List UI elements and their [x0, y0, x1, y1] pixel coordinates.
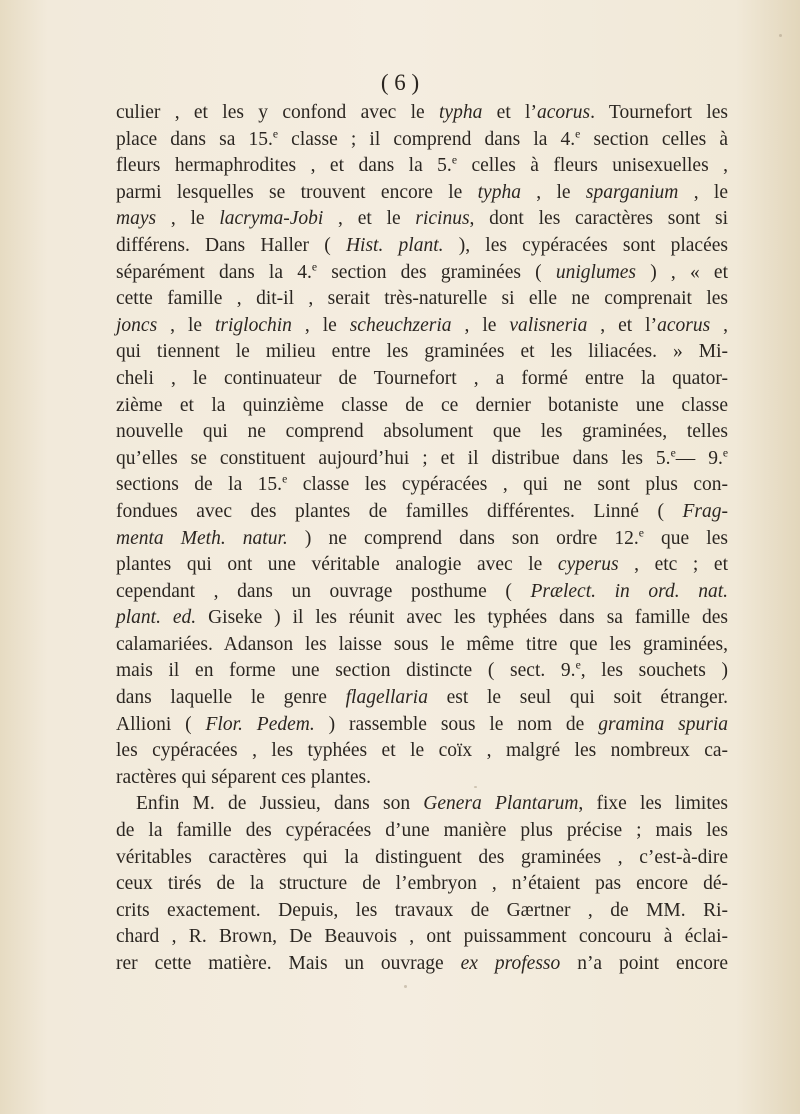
page-number: ( 6 )	[380, 70, 420, 95]
text-line: calamariées. Adanson les laisse sous le même titre que les graminées,	[116, 633, 728, 655]
text-line: mays , le lacryma-Jobi , et le ricinus, dont les caractères sont si	[116, 208, 729, 230]
text-line: qu’elles se constituent aujourd’hui ; et il distribue dans les 5.$^e$— 9.$^e$	[116, 446, 729, 469]
text-line: fleurs hermaphrodites , et dans la 5.$^e$ celles à fleurs unisexuelles ,	[116, 153, 728, 177]
text-line: crits exactement. Depuis, les travaux de Gærtner , de MM. Ri-	[116, 899, 728, 921]
text-line: différens. Dans Haller ( Hist. plant. ), les cypéracées sont placées	[116, 234, 728, 256]
text-line: ractères qui séparent ces plantes.	[116, 766, 372, 788]
text-line: joncs , le triglochin , le scheuchzeria , le valisneria , et l’acorus ,	[116, 314, 729, 336]
paper-speck	[404, 985, 407, 988]
text-line: menta Meth. natur. ) ne comprend dans son ordre 12.$^e$ que les	[116, 526, 728, 549]
text-line: ceux tirés de la structure de l’embryon , n’étaient pas encore dé-	[116, 873, 728, 895]
paper-speck	[779, 34, 782, 37]
text-line: plantes qui ont une véritable analogie avec le cyperus , etc ; et	[116, 554, 728, 576]
text-line: les cypéracées , les typhées et le coïx , malgré les nombreux ca-	[116, 740, 728, 762]
text-line: Enfin M. de Jussieu, dans son Genera Plantarum, fixe les limites	[136, 793, 728, 815]
text-line: mais il en forme une section distincte ( sect. 9.$^e$, les souchets )	[116, 658, 728, 682]
text-line: place dans sa 15.$^e$ classe ; il comprend dans la 4.$^e$ section celles à	[116, 127, 728, 150]
paper-speck	[474, 786, 477, 788]
text-line: chard , R. Brown, De Beauvois , ont puissamment concouru à éclai-	[116, 926, 728, 948]
text-line: dans laquelle le genre flagellaria est le seul qui soit étranger.	[116, 687, 728, 709]
text-line: rer cette matière. Mais un ouvrage ex professo n’a point encore	[116, 953, 728, 974]
body-text	[116, 100, 728, 978]
text-line: plant. ed. Giseke ) il les réunit avec les typhées dans sa famille des	[116, 607, 728, 629]
text-line: culier , et les y confond avec le typha et l’acorus. Tournefort les	[116, 102, 729, 123]
text-line: sections de la 15.$^e$ classe les cypéracées , qui ne sont plus con-	[116, 472, 728, 496]
text-line: nouvelle qui ne comprend absolument que les graminées, telles	[116, 421, 728, 443]
text-line: qui tiennent le milieu entre les graminées et les liliacées. » Mi-	[116, 341, 728, 363]
text-line: cheli , le continuateur de Tournefort , a formé entre la quator-	[116, 367, 728, 389]
text-line: séparément dans la 4.$^e$ section des graminées ( uniglumes ) , « et	[116, 260, 729, 283]
text-line: Allioni ( Flor. Pedem. ) rassemble sous le nom de gramina spuria	[116, 713, 729, 735]
text-line: fondues avec des plantes de familles différentes. Linné ( Frag-	[116, 500, 728, 522]
text-line: véritables caractères qui la distinguent des graminées , c’est-à-dire	[116, 846, 728, 868]
text-line: cette famille , dit-il , serait très-naturelle si elle ne comprenait les	[116, 288, 728, 310]
text-line: zième et la quinzième classe de ce dernier botaniste une classe	[116, 394, 728, 416]
text-line: cependant , dans un ouvrage posthume ( Prælect. in ord. nat.	[116, 580, 728, 602]
text-line: parmi lesquelles se trouvent encore le typha , le sparganium , le	[116, 181, 729, 203]
text-line: de la famille des cypéracées d’une manière plus précise ; mais les	[116, 820, 728, 842]
